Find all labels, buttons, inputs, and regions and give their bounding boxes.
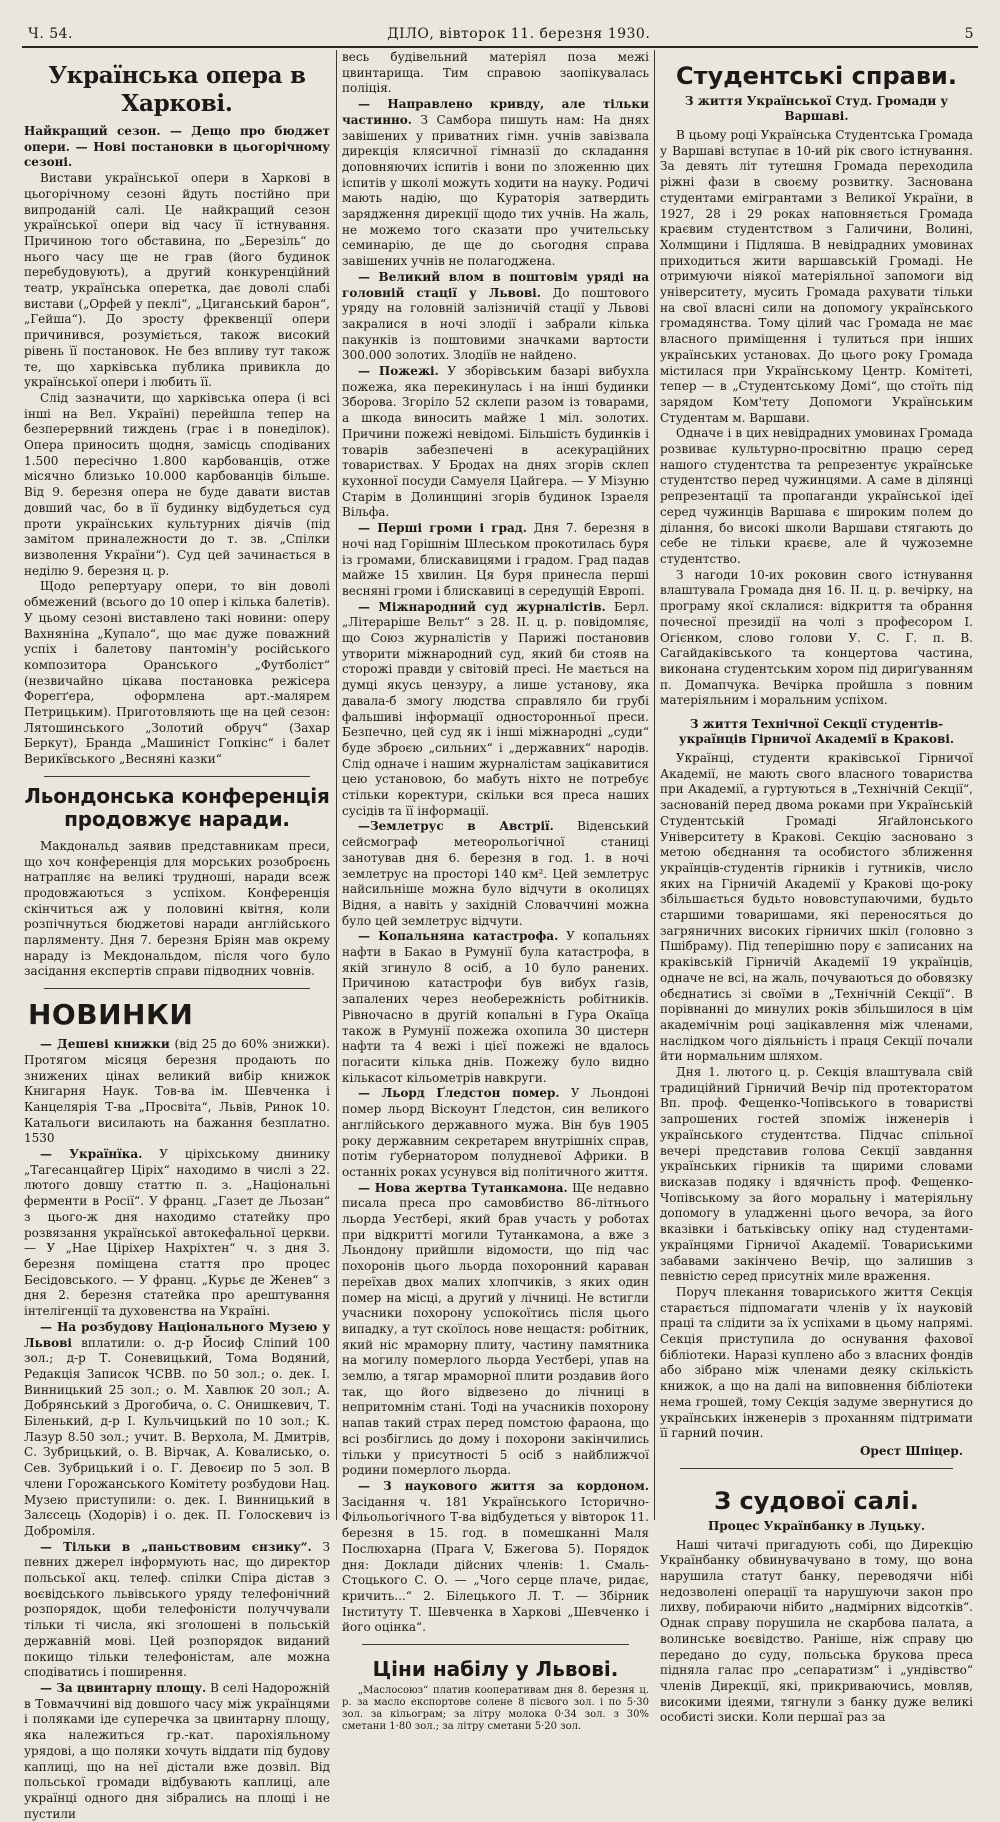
- news-item: [342, 1086, 649, 1180]
- news-item-head: — Українїка.: [40, 1147, 143, 1162]
- paragraph: весь будівельний матеріял поза межі цвинтарища. Тим справою заопікувалась поліція.: [342, 50, 649, 96]
- article-lead: Найкращий сезон. — Дещо про бюджет опери. — Нові постановки в цьогорічному сезоні.: [24, 124, 330, 170]
- paragraph: Вистави української опери в Харкові в цьогорічному сезоні йдуть постійно при випроданій салі. Це найкращий сезон української опери від часу її істнування. Причиною того обставина, по „Березіль“ до нього часу ще не грав (його будинок перебудовують), а другий конкуренційний театр, українська оперетка, дає доволі слабі вистави („Орфей у пеклі“, „Циганський барон“, „Гейша“). До зросту фреквенції опери причинився, розуміється, також високий рівень її постановок. Не без впливу тут також те, що харківська публика привикла до української опери і любить її.: [24, 171, 330, 390]
- paragraph: Щодо репертуару опери, то він доволі обмежений (всього до 10 опер і кілька балетів). У цьому сезоні виставлено такі новини: оперу Вахняніна „Купало“, що має дуже поважний успіх і балетову пантомін'у російського композитора Оранського „Футболіст“ (незвичайно цікава постановка режісера Форегґера, оформлена арт.-малярем Петрицьким). Приготовляють ще на цей сезон: Лятошинського „Золотий обруч“ (Захар Беркут), Бранда „Машиніст Гопкінс“ і балет Верикївського „Весняні казки“: [24, 579, 330, 767]
- paragraph: Наші читачі пригадують собі, що Дирекцію Українбанку обвинувачувано в тому, що вона нарушила статут банку, переводячи нібі недозволені операції та нарушуючи закон про лихву, побираючи нібито „надмірних відсотків“. Однак справу порушила не скарбова палата, а волинське воєвідство. Раніше, ніж справу цю передано до суду, польська брукова преса підняла галас про „сепаратизм“ і „ундівство“ членів Дирекції, які, прикриваючись, мовляв, високими ідеями, тягнули з банку дуже великі особисті зиски. Коли першаї раз за: [660, 1537, 973, 1725]
- news-item: [342, 600, 649, 820]
- news-item-text: З Самбора пишуть нам: На днях завішених у приватних гімн. учнів завізвала дирекція клясичної гімназії до складання доповняючих іспитів і вони по зложенню цих іспитів у школі можуть ходити на науку. Родичі мають надію, що Кураторія затвердить зарядження дирекції щодо тих учнів. На жаль, не можемо того сказати про учительську семинарію, де ще до сьогодня справа завішених учнів не полагоджена.: [342, 112, 649, 269]
- issue-number: Ч. 54.: [28, 26, 73, 42]
- news-item-head: — Нова жертва Тутанкамона.: [358, 1180, 568, 1195]
- news-item-text: Дня 7. березня в ночі над Горішнім Шлеськом прокотилась буря із громами, блискавицями і градом. Град падав майже 15 хвилин. Ця буря принесла перші весняні громи і блискавиці в середущій Европі.: [342, 521, 649, 598]
- column-divider: [654, 50, 655, 1520]
- paragraph: Українці, студенти краківської Гірничої Академії, не мають свого власного товариства при Академії, а гуртуються в „Технічній Секції“, заснованій перед двома роками при Українській Студентській Громаді Яґайлонського Університету в Кракові. Секцію засновано з метою обєднання та особистого зближення українців-студентів гірників і гутників, число яких на Гірничій Академії у Кракові що-року збільшається будьто нововступаючими, будьто старшими товаришами, які переносяться до загряничних високих гірничих шкіл (головно з Пшібраму). Під теперішню пору є записаних на краківській Гірничій Академії 19 українців, одначе не всі, на жаль, почуваються до обовязку обєднатись зі своїми в „Технічній Секції“. В порівнанні до минулих років збільшилося в цім академічнім році зацікавлення між членами, наслідком чого діяльність і праця Секції почали йти нормальним шляхом.: [660, 751, 973, 1064]
- news-item-text: До поштового уряду на головній залізничій стації у Львові закралися в ночі злодії і забрали кілька пакунків із поштовими значками вартости 300.000 золотих. Злодіїв не найдено.: [342, 285, 649, 363]
- news-item: [24, 1540, 330, 1681]
- paragraph: З нагоди 10-их роковин свого істнування влаштувала Громада дня 16. ІІ. ц. р. вечірку, на програму якої склалися: відкриття та обрання почесної президії на чолі з професором І. Огієнком, слово голови У. С. Г. п. В. Сагайдаківського та концертова частина, виконана студентським хором під дириґуванням п. Домапчука. Вечірка пройшла з повним матеріяльним і моральним успіхом.: [660, 567, 973, 708]
- news-item-text: вплатили: о. д-р Йосиф Сліпий 100 зол.; д-р Т. Соневицький, Тома Водяний, Редакція Записок ЧСВВ. по 50 зол.; о. дек. І. Винницький 25 зол.; о. М. Хавлюк 20 зол.; А. Добрянський з Дрогобича, о. С. Онишкевич, Т. Біленький, д-р І. Кульчицький по 10 зол.; К. Лазур 8.50 зол.; учит. В. Верхола, М. Дмитрів, С. Зубрицький, о. В. Вірчак, А. Ковалисько, о. Сев. Зубрицький і о. Г. Девоєир по 5 зол. В члени Горожанського Комітету розбудови Нац. Музею приступили: о. дек. І. Винницький в Залєсець (Ходорів) і о. дек. П. Голоскевич із Доброміля.: [24, 1335, 330, 1538]
- column-3: [660, 50, 973, 1725]
- section-title-court: З судової салі.: [714, 1486, 919, 1515]
- column-2: [342, 50, 649, 1733]
- paragraph: „Маслосоюз“ платив кооперативам дня 8. березня ц. р. за масло експортове солене 8 пісвого зол. і по 5·30 зол. за кільограм; за літру молока 0·34 зол. з 30% сметани 1·80 зол.; за літру сметани 5·20 зол.: [342, 1685, 649, 1733]
- news-item: [342, 364, 649, 521]
- article-subhead: З життя Української Студ. Громади у Варшаві.: [684, 94, 949, 123]
- section-rule: [44, 776, 310, 777]
- article-title-london: Льондонська конференція продовжує наради.: [24, 783, 330, 831]
- section-rule: [362, 1644, 629, 1645]
- news-item-head: — Направлено кривду, але тільки частинно.: [342, 97, 649, 127]
- news-item-head: — Міжнародний суд журналістів.: [358, 599, 606, 614]
- section-rule: [44, 988, 310, 989]
- ad-code: 1530: [24, 1131, 55, 1146]
- section-title-news: НОВИНКИ: [28, 998, 194, 1032]
- paragraph: Поруч плекання товариського життя Секція старається підпомагати членів у їх науковій праці та слідити за їх успіхами в цьому напрямі. Секція приступила до оснування фахової бібліотеки. Наразі куплено або з власних фондів або зібрано між членами деяку скількість книжок, а що на далі на виповнення бібліотеки нема грошей, тому Секція задуме звернутися до українських інженерів з проханням підтримати її гарний почин.: [660, 1284, 973, 1441]
- paragraph: Дня 1. лютого ц. р. Секція влаштувала свій традиційний Гірничий Вечір під протекторатом Вп. проф. Фещенко-Чопівського в товаристві запрошених гостей зпоміж інженерів і українського студентства. Підчас спільної вечері представив голова Секції завдання українських гірників та щирими словами висказав подяку і вдячність проф. Фещенко-Чопівському за його моральну і матеріяльну допомогу в уладженні цього вечора, за його вказівки і батьківську опіку над студентами-українцями Гірничої Академії. Товариськими забавами закінчено Вечір, що залишив з певністю серед присутніх миле враження.: [660, 1065, 973, 1284]
- article-title-prices: Ціни набілу у Львові.: [372, 1657, 619, 1682]
- article-subhead: Процес Українбанку в Луцьку.: [707, 1518, 926, 1533]
- page-header: [28, 24, 974, 44]
- news-item: [24, 1147, 330, 1320]
- article-subhead: З життя Технічної Секції студентів-українців Гірничої Академії в Кракові.: [678, 717, 955, 747]
- paragraph: В цьому році Українська Студентська Громада у Варшаві вступає в 10-ий рік свого істнування. За девять літ тутешня Громада переходила ріжні фази в своєму розвитку. Заснована студентами емігрантами з Великої України, в 1927, 28 і 29 роках наповняється Громада краєвим студентством з Галичини, Волині, Холмщини і Підляша. В невідрадних умовинах приходиться жити варшавській Громаді. Не отримуючи ніякої матеріяльної запомоги від університету, мусить Громада рахувати тільки на свої власні сили на допомогу українського громадянства. Тому цілий час Громада не має власного приміщення і тулиться при інших українських установах. До цього року Громада містилася при Українському Центр. Комітеті, тепер — в „Студентському Домі“, що стоїть під зарядом Ком'тету Допомоги Українським Студентам м. Варшави.: [660, 128, 973, 425]
- masthead: ДІЛО, вівторок 11. березня 1930.: [387, 26, 651, 42]
- news-item: [342, 521, 649, 600]
- news-item: [24, 1320, 330, 1540]
- news-item-text: В селі Надорожній в Товмаччині від довшого часу між українцями і поляками іде суперечка за цвинтарну площу, яка належиться гр.-кат. парохіяльному урядові, а що поляки хочуть віддати під будову каплиці, що на неї дістали вже дозвіл. Від польської громади відбувають каплиці, але українці одного дня зібрались на площі і не пустили: [24, 1680, 330, 1821]
- paragraph: Слід зазначити, що харківська опера (і всі інші на Вел. Україні) перейшла тепер на безперервний тиждень (грає і в понеділок). Опера приносить щодня, замісць сподіваних 1.500 пересічно 1.800 карбованців, отже місячно близько 10.000 карбованців більше. Від 9. березня опера не буде давати вистав довший час, бо в її будинку відбудеться суд проти українських культурних діячів (під замітом приналежности до т. зв. „Спілки визволення України“). Суд цей зачинається в неділю 9. березня ц. р.: [24, 390, 330, 578]
- news-item: [342, 819, 649, 929]
- author-signature: Орест Шпіцер.: [859, 1443, 963, 1458]
- news-item-head: — Тільки в „паньствовим єнзику“.: [40, 1539, 312, 1554]
- header-rule: [22, 46, 978, 48]
- paragraph: Одначе і в цих невідрадних умовинах Громада розвиває культурно-просвітню працю серед нашого студентства та репрезентує українське студентство перед чужинцями. А саме в ділянці репрезентації та пропаганди української ідеї серед чужинців Варшава є широким полем до ділання, бо високі школи Варшави стягають до себе не тільки краєве, але й чужоземне студентство.: [660, 426, 973, 566]
- paragraph: Макдональд заявив представникам преси, що хоч конференція для морських розоброєнь натрапляє на великі трудноші, наради всеж продовжаються з успіхом. Конференція скінчиться аж у половині квітня, коли розпічнуться бюджетові наради англійського парляменту. Дня 7. березня Бріян мав окрему нараду із Мекдональдом, після чого було засідання експертів справи підводних човнів.: [24, 838, 330, 979]
- news-item: [342, 97, 649, 270]
- article-title-opera: Українська опера в Харкові.: [48, 62, 306, 117]
- news-item-head: — Перші громи і град.: [358, 521, 527, 536]
- news-item-text: Засідання ч. 181 Українського Історично-Фільольогічного Т-ва відбудеться у вівторок 11. березня в 15. год. в помешканні Маля Послюхарна (Прага V, Бжегова 5). Порядок дня: Доклади дійсних членів: 1. Смаль-Стоцького С. О. — „Чого серце плаче, ридає, кричить...“ 2. Білецького Л. Т. — Збірник Інституту Т. Шевченка в Харкові „Шевченко і його оцінка“.: [342, 1494, 649, 1635]
- news-item-text: У ціріхському днинику „Тагесанцайгер Ціріх“ находимо в числі з 22. лютого довшу статтю п. з. „Національні ферменти в Росії“. У франц. „Газет де Льозан“ з цього-ж дня находимо статейку про розвязання української автокефальної церкви. — У „Нае Ціріхер Нахріхтен“ ч. з дня 3. березня поміщена стаття про процес Бесідовського. — У франц. „Курьє де Женев“ з дня 2. березня статейка про арештування інтелігенції та духовенства на Україні.: [24, 1147, 330, 1319]
- news-item: [342, 1479, 649, 1636]
- news-item: [342, 270, 649, 364]
- news-item-text: Ще недавно писала преса про самовбиство 86-літнього льорда Уестбері, який брав участь у роботах при відкритті могили Тутанкамона, а вже з Льондону прийшли відомости, що під час похоронів цього льорда похоронний караван переїхав двох малих хлопчиків, з яких один помер на місці, а другий у лічниці. Не встигли учасники похорону успокоїтись після цього випадку, а тут скоїлось нове нещастя: робітник, який ніс мраморну плиту, частину памятника на могилу померлого льорда Уестбері, упав на землю, а тягар мраморної плити роздавив його так, що його відвезено до лічниці в непритомнім стані. Тоді на учасників похорону напав такий страх перед помстою фараона, що всі розбіглись до дому і похорони закінчились тільки у присутності 5 осіб з найближчої родини померлого льорда.: [342, 1180, 649, 1478]
- news-item: [342, 1181, 649, 1479]
- news-item-text: У Льондоні помер льорд Віскоунт Ґледстон, син великого англійського державного мужа. Він був 1905 року державним секретарем внутрішніх справ, потім ґубернатором полудневої Африки. В останніх роках усунувся від політичного життя.: [342, 1086, 649, 1179]
- news-item-head: — Копальняна катастрофа.: [358, 929, 559, 944]
- page-number: 5: [964, 26, 974, 42]
- column-divider: [336, 50, 337, 1520]
- column-1: [24, 50, 330, 1821]
- news-item-text: У копальнях нафти в Бакао в Румунії була катастрофа, в якій згинуло 8 осіб, а 10 було ранених. Причиною катастрофи був вибух ґазів, запалених через необережність робітників. Рівночасно в другій копальні в Гура Окаїца також в Румунії пожежа охопила 30 цистерн нафти та 4 вежі і цієї пожежі не вдалось погасити кілька днів. Пожежу було видно кількасот кільометрів навкруги.: [342, 929, 649, 1085]
- news-item-head: — З наукового життя за кордоном.: [358, 1478, 649, 1493]
- news-item-text: З певних джерел інформують нас, що директор польської акц. телеф. спілки Спіра дістав з воєвідського львівського уряду телефонічний розпорядок, щоби телефоністи получчували тільки ті числа, які зголошені в польській державній мові. Цей розпорядок виданий покищо тільки телефоністам, але можна сподіватись і поширення.: [24, 1539, 330, 1680]
- news-item-head: — Великий влом в поштовім уряді на головній стації у Львові.: [342, 269, 649, 300]
- news-item-text: Берл. „Літераріше Вельт“ з 28. ІІ. ц. р. повідомляє, що Союз журналістів у Парижі постановив утворити міжнародний суд, який би стояв на сторожі правди у світовій пресі. Не мається на думці якусь цензуру, а лише установу, яка давала-б змогу людства справляло би грубі фальшиві інформації односторонньої преси. Безпечно, цей суд як і інші міжнародні „суди“ буде зброєю „сильних“ і „державних“ народів. Слід одначе і нашим журналістам зацікавитися цею установою, бо мабуть ніхто не потребує стільки коректури, скільки вся преса наших сусідів та її інформації.: [342, 599, 649, 818]
- news-item: [24, 1681, 330, 1822]
- section-rule: [680, 1468, 953, 1469]
- news-item-text: (від 25 до 60% знижки). Протягом місяця березня продають по знижених цінах великий вибір книжок Книгарня Наук. Тов-ва ім. Шевченка і Канцелярія Т-ва „Просвіта“, Львів, Ринок 10. Катальоги висилають на бажання безплатно.: [24, 1037, 330, 1130]
- news-item-head: — За цвинтарну площу.: [40, 1680, 207, 1695]
- news-item-head: — Льорд Ґледстон помер.: [358, 1086, 560, 1101]
- section-title-students: Студентські справи.: [676, 62, 957, 90]
- news-item-head: — Пожежі.: [358, 364, 439, 379]
- news-item-head: — На розбудову Національного Музею у Львові: [24, 1319, 330, 1350]
- news-item: [342, 929, 649, 1086]
- news-item: [24, 1037, 330, 1147]
- news-item-text: Віденський сейсмограф метеорольогічної станиці занотував дня 6. березня в год. 1. в ночі землетрус на просторі 140 км². Цей землетрус найсильніше можна було відчути в околицях Відня, а навіть у західній Словаччині можна було цей землетрус відчути.: [342, 819, 649, 928]
- news-item-text: У зборівським базарі вибухла пожежа, яка перекинулась і на інші будинки Зборова. Згоріло 52 склепи разом із товарами, а шкода виносить майже 1 міл. золотих. Причини пожежі невідомі. Більшість будинків і товарів забезпечені в асекураційних товариствах. У Бродах на днях згорів склеп кухонної посуди Самуеля Цайгера. — У Мізуню Старім в Долинщині згорів будинок Ізраеля Вільфа.: [342, 364, 649, 520]
- news-item-head: — Дешеві книжки: [40, 1037, 170, 1052]
- news-item-head: —Землетрус в Австрії.: [358, 819, 554, 834]
